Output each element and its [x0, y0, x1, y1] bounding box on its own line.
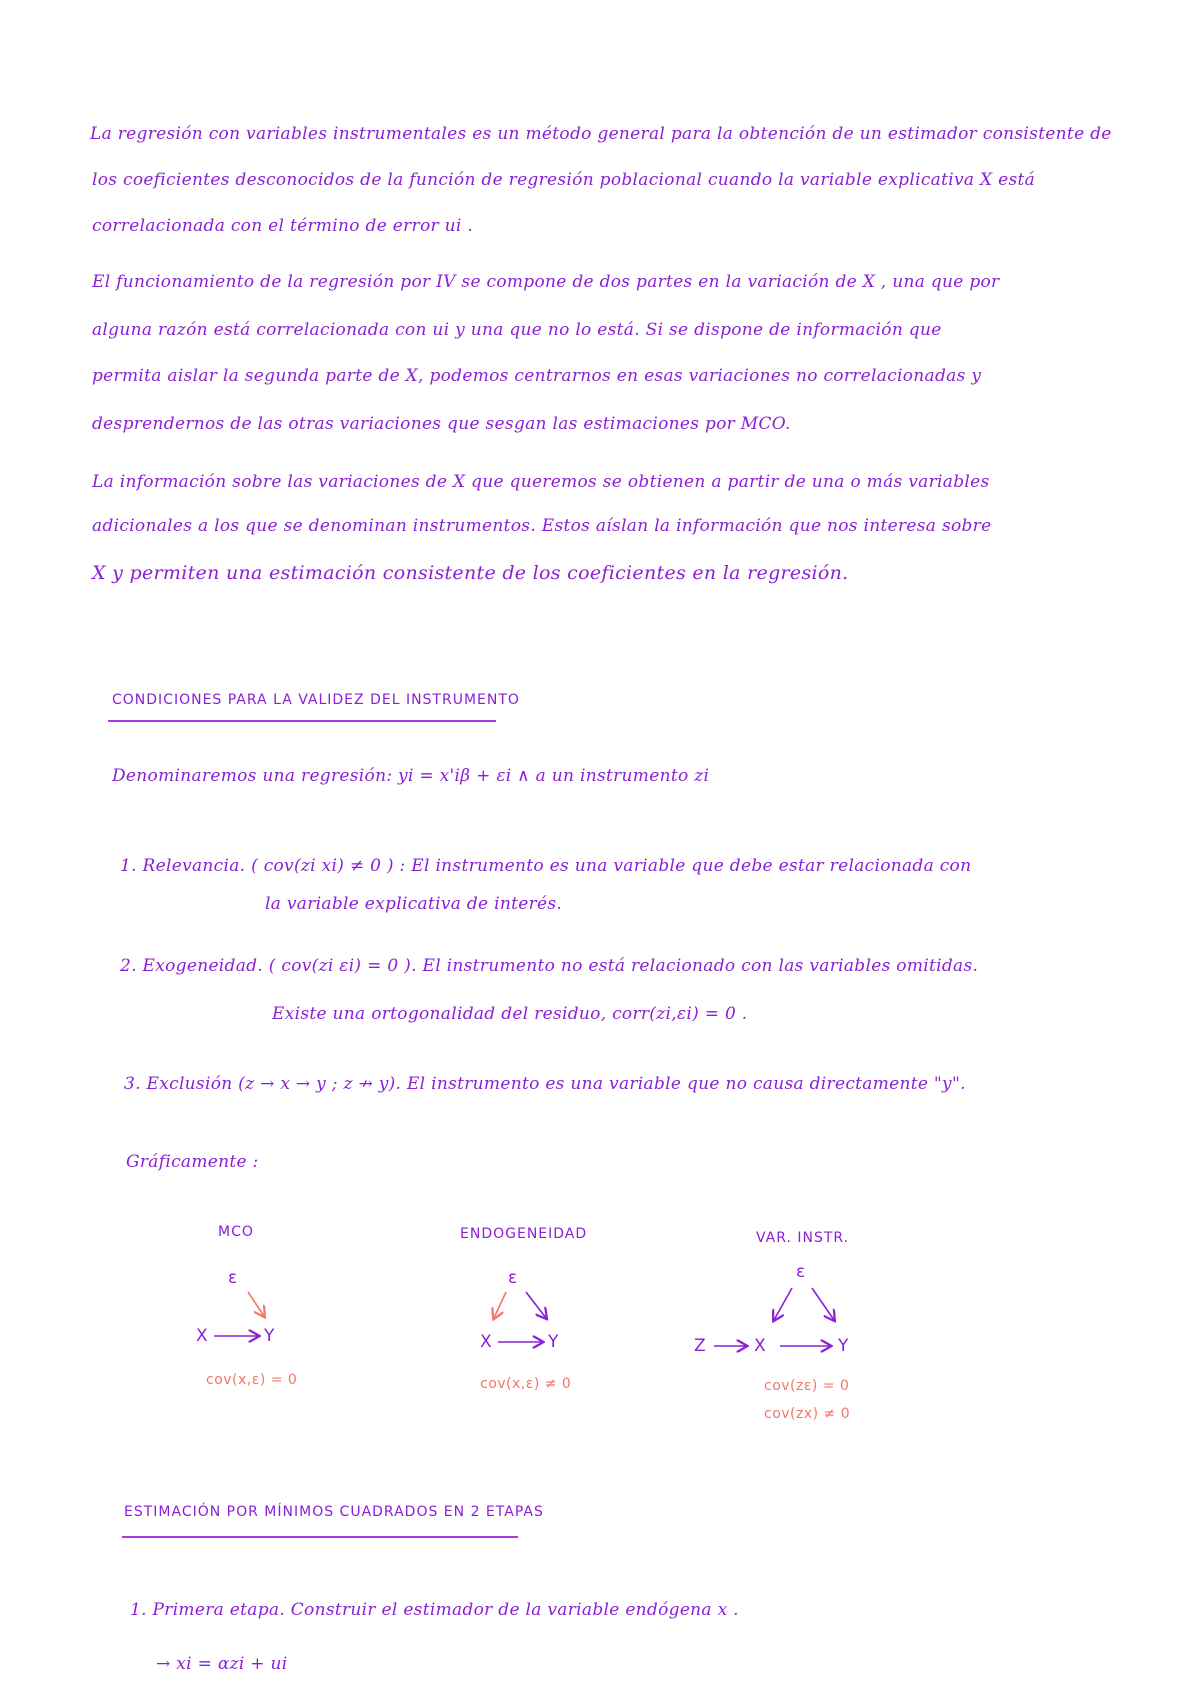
condition-relevance: 1. Relevancia. ( cov(zi xi) ≠ 0 ) : El instrumento es una variable que debe estar relacionada con: [120, 856, 972, 876]
paragraph3-line1: La información sobre las variaciones de X que queremos se obtienen a partir de una o más variables: [92, 472, 990, 492]
diagram-endog-note: cov(x,ε) ≠ 0: [480, 1376, 572, 1392]
diagram-mco-epsilon: ε: [228, 1268, 238, 1288]
regression-intro: Denominaremos una regresión: yi = x'iβ + εi ∧ a un instrumento zi: [112, 766, 710, 786]
diagram-iv-note-2: cov(zx) ≠ 0: [764, 1406, 851, 1422]
paragraph2-line3: permita aislar la segunda parte de X, podemos centrarnos en esas variaciones no correlacionadas y: [92, 366, 982, 386]
paragraph3-line2: adicionales a los que se denominan instrumentos. Estos aíslan la información que nos interesa sobre: [92, 516, 992, 536]
diagram-iv-z: Z: [694, 1336, 706, 1356]
section1-heading: CONDICIONES PARA LA VALIDEZ DEL INSTRUMENTO: [112, 692, 520, 708]
diagram-mco-x: X: [196, 1326, 208, 1346]
diagram-mco-title: MCO: [218, 1224, 254, 1240]
iv-eps-to-y-arrow: [812, 1288, 834, 1320]
paragraph2-line4: desprendernos de las otras variaciones que sesgan las estimaciones por MCO.: [92, 414, 791, 434]
iv-eps-to-x-arrow: [774, 1288, 792, 1320]
mco-eps-to-y-arrow: [248, 1292, 264, 1316]
paragraph3-line3: X y permiten una estimación consistente de los coeficientes en la regresión.: [92, 562, 849, 584]
graph-label: Gráficamente :: [126, 1152, 259, 1172]
diagram-iv-title: VAR. INSTR.: [756, 1230, 850, 1246]
section2-heading: ESTIMACIÓN POR MÍNIMOS CUADRADOS EN 2 ETAPAS: [124, 1504, 544, 1520]
diagram-endog-x: X: [480, 1332, 492, 1352]
paragraph1-line2: los coeficientes desconocidos de la función de regresión poblacional cuando la variable explicativa X está: [92, 170, 1036, 190]
diagram-mco-note: cov(x,ε) = 0: [206, 1372, 298, 1388]
diagram-mco-y: Y: [264, 1326, 275, 1346]
paragraph2-line1: El funcionamiento de la regresión por IV se compone de dos partes en la variación de X , una que por: [92, 272, 1000, 292]
diagram-iv-x: X: [754, 1336, 766, 1356]
first-stage-step: 1. Primera etapa. Construir el estimador de la variable endógena x .: [130, 1600, 739, 1620]
diagram-endog-y: Y: [548, 1332, 559, 1352]
diagram-iv-note-1: cov(zε) = 0: [764, 1378, 850, 1394]
condition-exogeneity-detail: Existe una ortogonalidad del residuo, corr(zi,εi) = 0 .: [272, 1004, 748, 1024]
paragraph2-line2: alguna razón está correlacionada con ui y una que no lo está. Si se dispone de información que: [92, 320, 942, 340]
paragraph1-line3: correlacionada con el término de error ui .: [92, 216, 474, 236]
paragraph1-line1: La regresión con variables instrumentales es un método general para la obtención de un estimador consistente de: [90, 124, 1112, 144]
diagram-iv-y: Y: [838, 1336, 849, 1356]
diagram-iv-epsilon: ε: [796, 1262, 806, 1282]
endog-eps-to-y-arrow: [526, 1292, 546, 1318]
condition-relevance-detail: la variable explicativa de interés.: [265, 894, 563, 914]
first-stage-formula: → xi = αzi + ui: [156, 1654, 288, 1674]
diagram-endog-epsilon: ε: [508, 1268, 518, 1288]
endog-eps-to-x-arrow: [494, 1292, 506, 1318]
section2-underline: [122, 1536, 518, 1538]
condition-exogeneity: 2. Exogeneidad. ( cov(zi εi) = 0 ). El instrumento no está relacionado con las variables omitidas.: [120, 956, 979, 976]
condition-exclusion: 3. Exclusión (z → x → y ; z ↛ y). El instrumento es una variable que no causa directamente "y".: [124, 1074, 966, 1094]
diagram-endog-title: ENDOGENEIDAD: [460, 1226, 588, 1242]
